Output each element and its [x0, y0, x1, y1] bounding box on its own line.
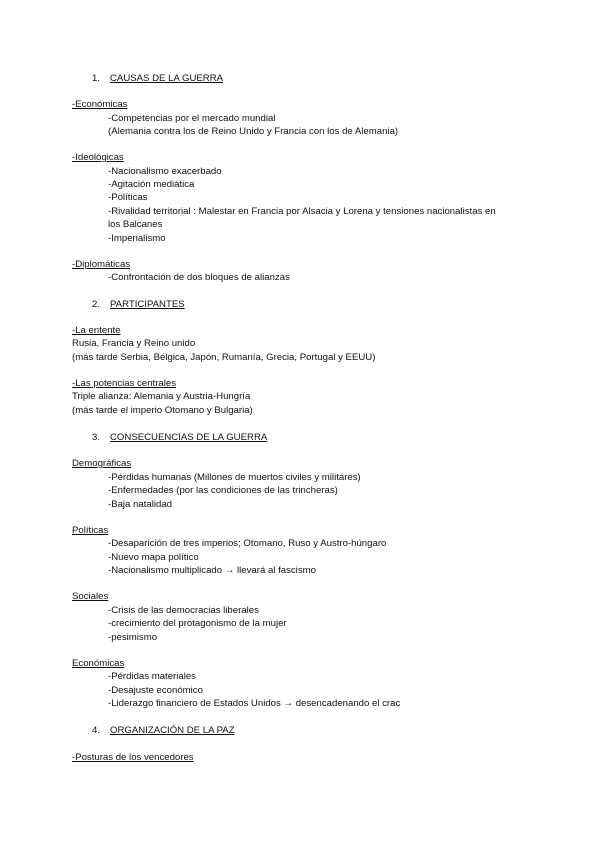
group-heading-ideologicas: -Ideológicas	[72, 152, 124, 163]
list-item: -Nacionalismo exacerbado	[108, 166, 222, 177]
list-item: -Nuevo mapa político	[108, 552, 199, 563]
group-heading-diplomaticas: -Diplomáticas	[72, 259, 131, 270]
group-heading-demograficas: Demográficas	[72, 458, 132, 469]
section-1-number: 1.	[92, 73, 101, 84]
section-3-number: 3.	[92, 432, 101, 443]
list-item: -Agitación mediática	[108, 179, 195, 190]
list-item: -Imperialismo	[108, 233, 166, 244]
list-item: -Enfermedades (por las condiciones de las trincheras)	[108, 485, 338, 496]
list-item: -Pérdidas materiales	[108, 671, 196, 682]
section-3-title: CONSECUENCIAS DE LA GUERRA	[110, 432, 268, 443]
list-item: -Crisis de las democracias liberales	[108, 605, 259, 616]
list-item: Rusia, Francia y Reino unido	[72, 338, 196, 349]
group-heading-economicas-causas: -Económicas	[72, 99, 128, 110]
group-heading-economicas-consecuencias: Económicas	[72, 658, 125, 669]
list-item: -Desajuste económico	[108, 685, 203, 696]
list-item: -crecimiento del protagonismo de la mujer	[108, 618, 287, 629]
section-4-title: ORGANIZACIÓN DE LA PAZ	[110, 725, 235, 736]
list-item: -Confrontación de dos bloques de alianzas	[108, 272, 290, 283]
list-item: -Desaparición de tres imperios; Otomano, Ruso y Austro-húngaro	[108, 538, 387, 549]
group-heading-politicas: Políticas	[72, 525, 109, 536]
list-item: (más tarde Serbia, Bélgica, Japón, Rumanía, Grecia, Portugal y EEUU)	[72, 352, 376, 363]
section-1-title: CAUSAS DE LA GUERRA	[110, 73, 224, 84]
list-item: los Balcanes	[108, 219, 163, 230]
section-2-title: PARTICIPANTES	[110, 299, 185, 310]
list-item: -Liderazgo financiero de Estados Unidos → desencadenando el crac	[108, 698, 401, 709]
group-heading-potencias-centrales: -Las potencias centrales	[72, 378, 176, 389]
list-item: -Baja natalidad	[108, 499, 173, 510]
list-item: -Nacionalismo multiplicado → llevará al fascismo	[108, 565, 316, 576]
list-item: -Rivalidad territorial : Malestar en Francia por Alsacia y Lorena y tensiones nacionalistas en	[108, 206, 496, 217]
section-4-number: 4.	[92, 725, 101, 736]
list-item: Triple alianza: Alemania y Austria-Hungría	[72, 391, 251, 402]
list-item: (Alemania contra los de Reino Unido y Francia con los de Alemania)	[108, 126, 399, 137]
list-item: (más tarde el imperio Otomano y Bulgaria)	[72, 405, 253, 416]
list-item: -pesimismo	[108, 632, 158, 643]
group-heading-posturas-vencedores: -Posturas de los vencedores	[72, 752, 194, 763]
group-heading-sociales: Sociales	[72, 591, 109, 602]
group-heading-la-entente: -La entente	[72, 325, 121, 336]
section-2-number: 2.	[92, 299, 101, 310]
list-item: -Pérdidas humanas (Millones de muertos civiles y militares)	[108, 472, 361, 483]
list-item: -Competencias por el mercado mundial	[108, 113, 276, 124]
list-item: -Políticas	[108, 192, 148, 203]
